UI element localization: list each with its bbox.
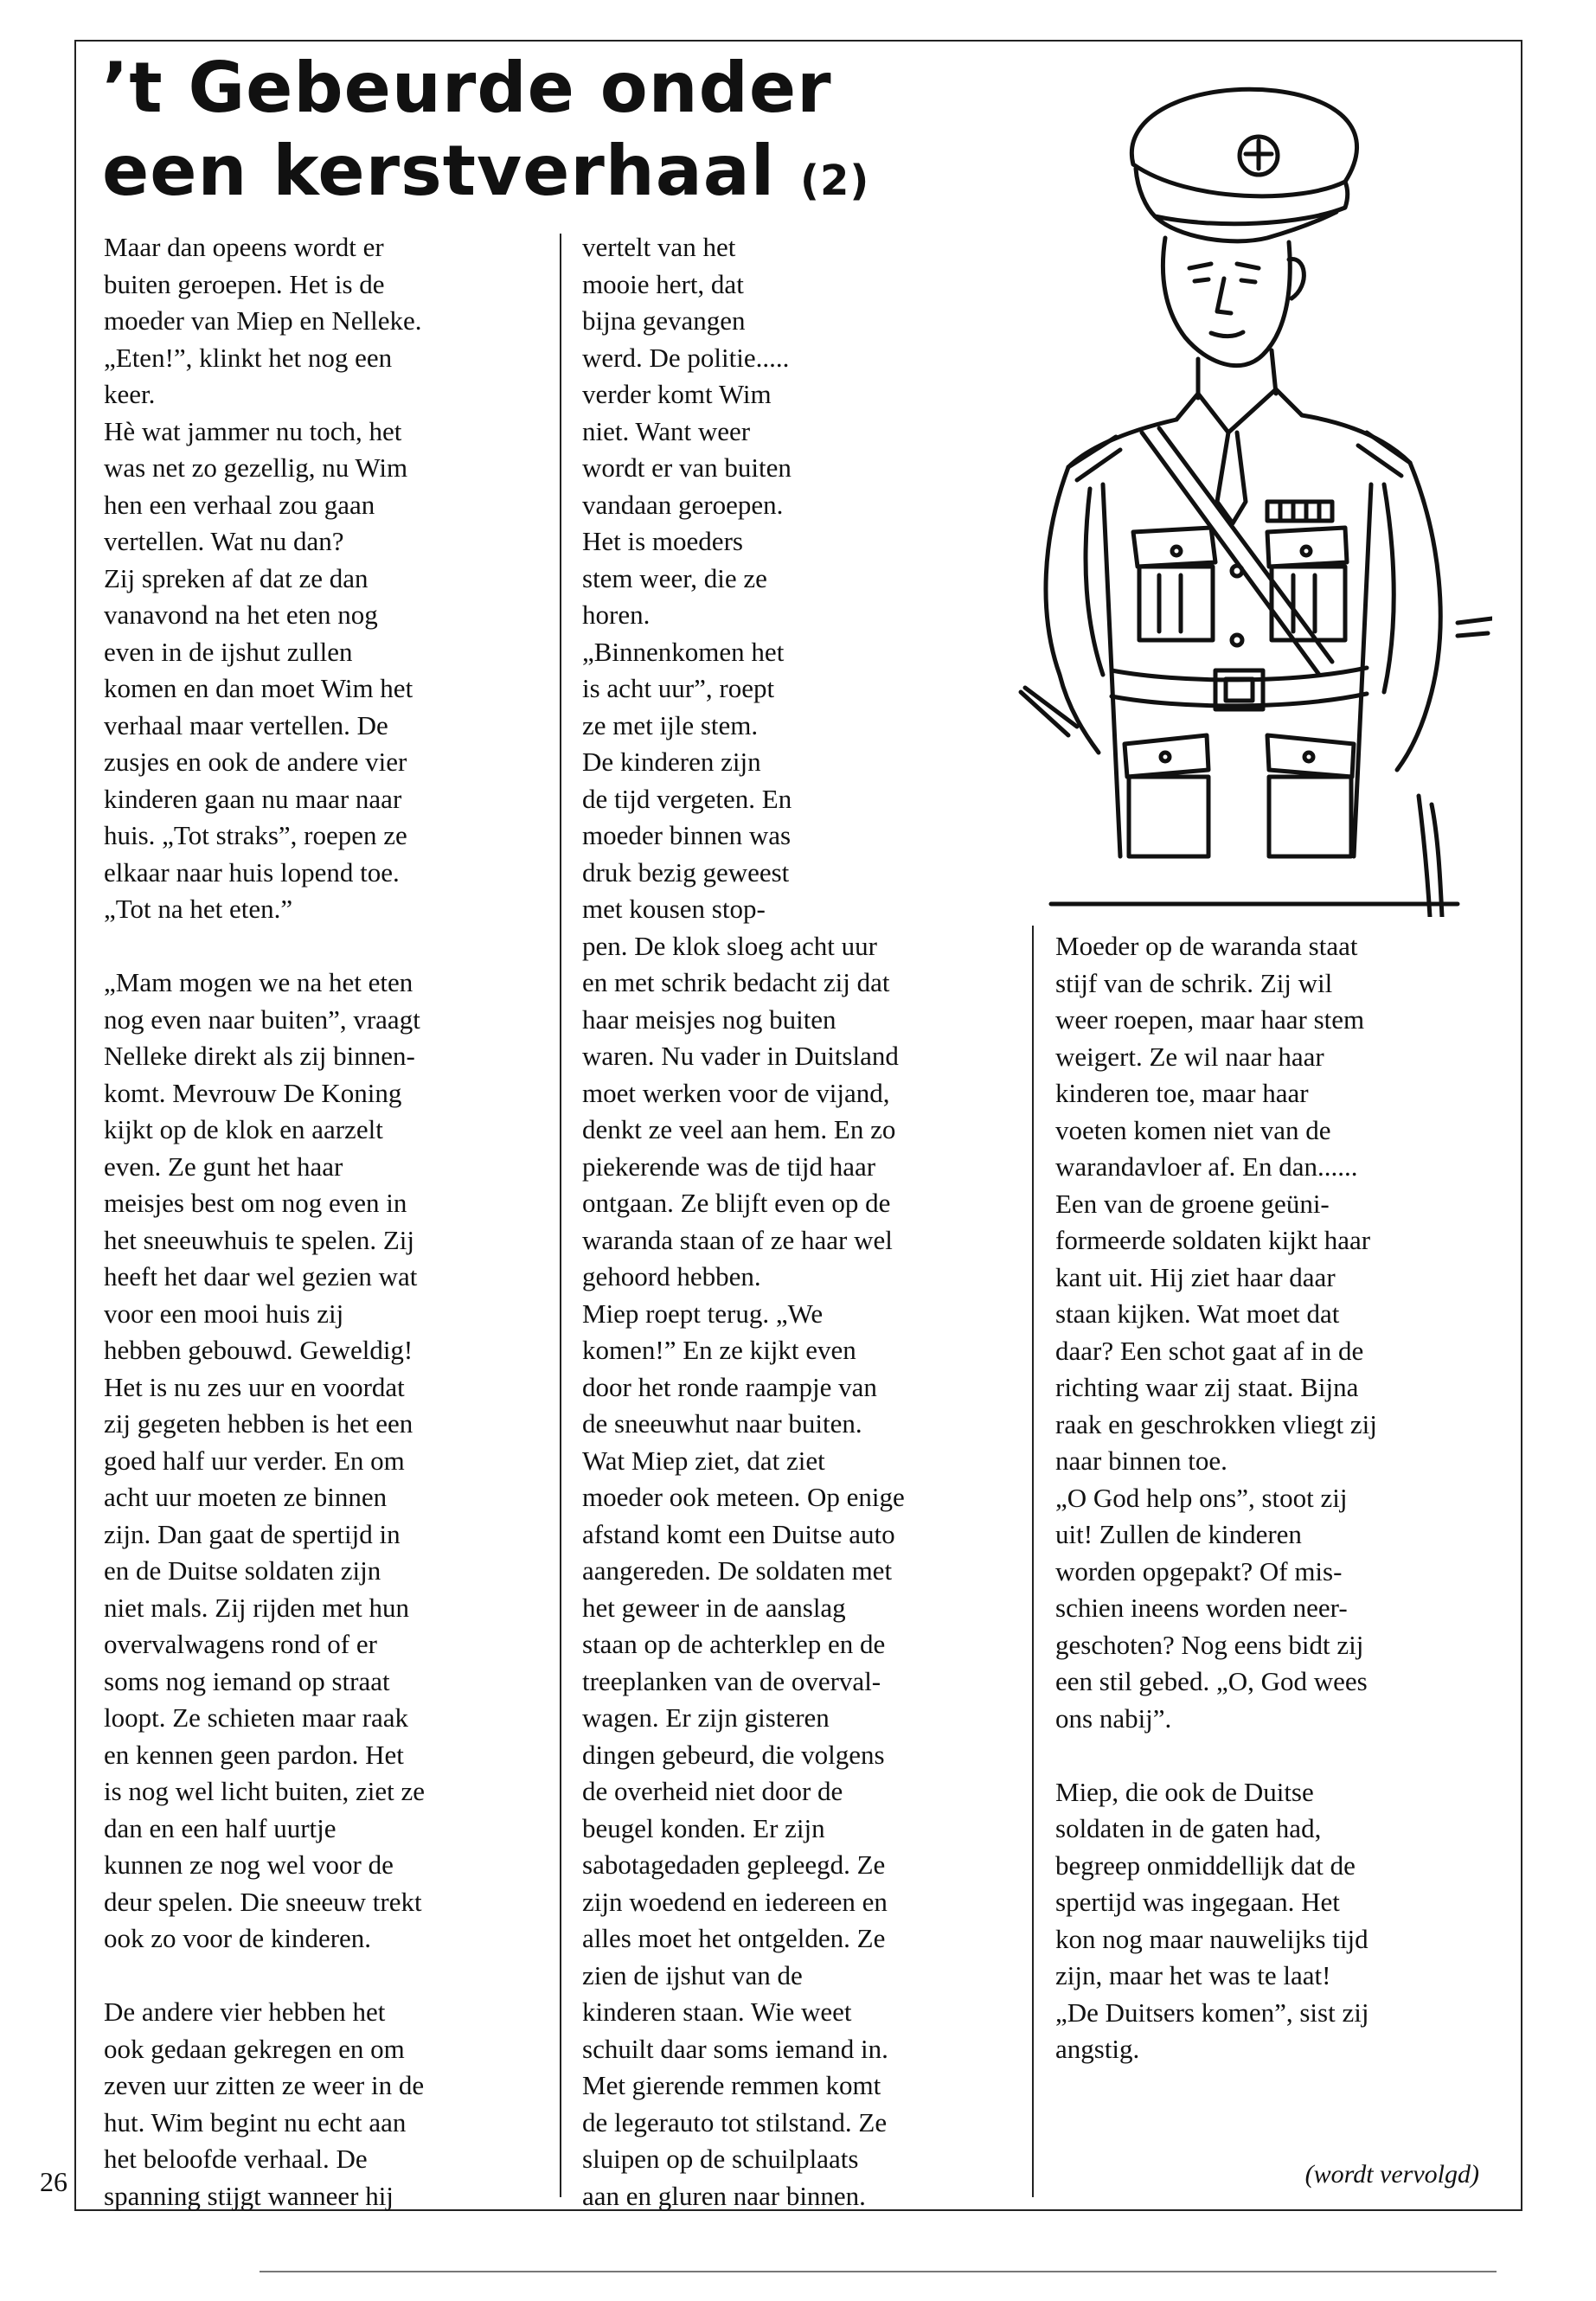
continued-note: (wordt vervolgd) [1304,2160,1479,2189]
page-number: 26 [40,2166,67,2197]
soldier-illustration [939,52,1492,917]
text-column-3: Moeder op de waranda staat stijf van de schrik. Zij wil weer roepen, maar haar stem weigert. Ze wil naar haar kinderen toe, maar haar voeten komen niet van de warandavloer af. En dan...... Een van de groene geüni- formeerde soldaten kijkt haar kant uit. Hij ziet haar daar staan kijken. Wat moet dat daar? Een schot gaat af in de richting waar zij staat. Bijna raak en geschrokken vliegt zij naar binnen toe. „O God help ons”, stoot zij uit! Zullen de kinderen worden opgepakt? Of mis- schien ineens worden neer- geschoten? Nog eens bidt zij een stil gebed. „O, God wees ons nabij”. Miep, die ook de Duitse soldaten in de gaten had, begreep onmiddellijk dat de spertijd was ingegaan. Het kon nog maar nauwelijks tijd zijn, maar het was te laat! „De Duitsers komen”, sist zij angstig. [1055,931,1377,2064]
title-line-2: een kerstverhaal [102,131,776,211]
title-line-1: ’t Gebeurde onder [102,48,832,128]
text-column-1: Maar dan opeens wordt er buiten geroepen. Het is de moeder van Miep en Nelleke. „Eten!”, klinkt het nog een keer. Hè wat jammer nu toch, het was net zo gezellig, nu Wim hen een verhaal zou gaan vertellen. Wat nu dan? Zij spreken af dat ze dan vanavond na het eten nog even in de ijshut zullen komen en dan moet Wim het verhaal maar vertellen. De zusjes en ook de andere vier kinderen gaan nu maar naar huis. „Tot straks”, roepen ze elkaar naar huis lopend toe. „Tot na het eten.” „Mam mogen we na het eten nog even naar buiten”, vraagt Nelleke direkt als zij binnen- komt. Mevrouw De Koning kijkt op de klok en aarzelt even. Ze gunt het haar meisjes best om nog even in het sneeuwhuis te spelen. Zij heeft het daar wel gezien wat voor een mooi huis zij hebben gebouwd. Geweldig! Het is nu zes uur en voordat zij gegeten hebben is het een goed half uur verder. En om acht uur moeten ze binnen zijn. Dan gaat de spertijd in en de Duitse soldaten zijn niet mals. Zij rijden met hun overvalwagens rond of er soms nog iemand op straat loopt. Ze schieten maar raak en kennen geen pardon. Het is nog wel licht buiten, ziet ze dan en een half uurtje kunnen ze nog wel voor de deur spelen. Die sneeuw trekt ook zo voor de kinderen. De andere vier hebben het ook gedaan gekregen en om zeven uur zitten ze weer in de hut. Wim begint nu echt aan het beloofde verhaal. De spanning stijgt wanneer hij [104,232,426,2211]
column-divider-1 [560,234,561,2197]
article-title [102,47,869,222]
column-divider-2 [1032,926,1034,2197]
bottom-rule [260,2271,1497,2272]
text-column-2: vertelt van het mooie hert, dat bijna gevangen werd. De politie..... verder komt Wim niet. Want weer wordt er van buiten vandaan geroepen. Het is moeders stem weer, die ze horen. „Binnenkomen het is acht uur”, roept ze met ijle stem. De kinderen zijn de tijd vergeten. En moeder binnen was druk bezig geweest met kousen stop- pen. De klok sloeg acht uur en met schrik bedacht zij dat haar meisjes nog buiten waren. Nu vader in Duitsland moet werken voor de vijand, denkt ze veel aan hem. En zo piekerende was de tijd haar ontgaan. Ze blijft even op de waranda staan of ze haar wel gehoord hebben. Miep roept terug. „We komen!” En ze kijkt even door het ronde raampje van de sneeuwhut naar buiten. Wat Miep ziet, dat ziet moeder ook meteen. Op enige afstand komt een Duitse auto aangereden. De soldaten met het geweer in de aanslag staan op de achterklep en de treeplanken van de overval- wagen. Er zijn gisteren dingen gebeurd, die volgens de overheid niet door de beugel konden. Er zijn sabotagedaden gepleegd. Ze zijn woedend en iedereen en alles moet het ontgelden. Ze zien de ijshut van de kinderen staan. Wie weet schuilt daar soms iemand in. Met gierende remmen komt de legerauto tot stilstand. Ze sluipen op de schuilplaats aan en gluren naar binnen. [582,232,905,2211]
title-part-number: (2) [800,157,870,205]
